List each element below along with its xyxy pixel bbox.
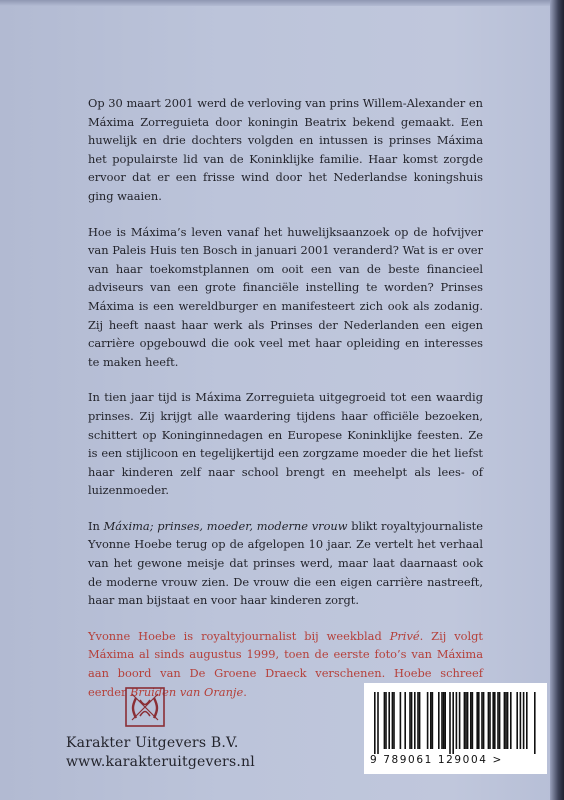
- barcode-bar: [404, 692, 406, 749]
- barcode-bar: [520, 692, 522, 749]
- magazine-name: Privé: [389, 628, 420, 643]
- barcode-bar: [377, 692, 379, 754]
- barcode-bar: [489, 692, 491, 749]
- barcode-bar: [392, 692, 394, 749]
- barcode-bar: [510, 692, 512, 749]
- barcode-bar: [444, 692, 446, 749]
- author-name: Yvonne Hoebe: [88, 628, 176, 643]
- barcode-bar: [504, 692, 506, 749]
- barcode-bar: [465, 692, 467, 749]
- paragraph-1: Op 30 maart 2001 werd de verloving van prins Willem-Alexander en Máxima Zorreguieta door koningin Beatrix bekend gemaakt. Een huwelijk en drie dochters volgden en intussen is prinses Máxima het populairste lid van de Koninklijke familie. Haar komst zorgde ervoor dat er een frisse wind door het Nederlandse koningshuis ging waaien.: [88, 96, 483, 203]
- barcode-bar: [481, 692, 483, 749]
- barcode-bar: [523, 692, 525, 749]
- barcode-bar: [494, 692, 496, 749]
- barcode-bar: [456, 692, 458, 749]
- paragraph-4-pre: In: [88, 518, 104, 533]
- previous-book: Bruiden van Oranje: [130, 684, 244, 699]
- barcode-bar: [430, 692, 432, 749]
- barcode-bar: [432, 692, 434, 749]
- barcode-bar: [516, 692, 518, 749]
- top-edge: [0, 0, 564, 6]
- barcode-bar: [388, 692, 390, 749]
- paragraph-4: [88, 517, 483, 610]
- paragraph-4-post: blikt royaltyjournaliste Yvonne Hoebe terug op de afgelopen 10 jaar. Ze vertelt het verhaal van het gewone meisje dat prinses werd, maar laat daarnaast ook de moderne vrouw zien. De vrouw die een eigen carrière nastreeft, haar man bijstaat en voor haar kinderen zorgt.: [88, 518, 483, 608]
- barcode-bar: [441, 692, 443, 749]
- publisher-name: Karakter Uitgevers B.V.: [66, 735, 239, 751]
- barcode-bars: [374, 692, 539, 754]
- barcode-bar: [374, 692, 376, 754]
- author-text-3: .: [243, 684, 247, 699]
- barcode-bar: [472, 692, 474, 749]
- barcode-bar: [459, 692, 461, 749]
- barcode-bar: [449, 692, 451, 754]
- barcode-bar: [452, 692, 454, 754]
- barcode-bar: [476, 692, 478, 749]
- paragraph-3: In tien jaar tijd is Máxima Zorreguieta uitgegroeid tot een waardig prinses. Zij krijgt alle waardering tijdens haar officiële bezoeken, schittert op Koninginnedagen en Europese Koninklijke feesten. Ze is een stijlicoon en tegelijkertijd een zorgzame moeder die het liefst haar kinderen zelf naar school brengt en meehelpt als lees- of luizenmoeder.: [88, 390, 483, 498]
- blurb-text: [88, 94, 483, 718]
- spine-edge: [550, 0, 564, 800]
- author-text-2: . Zij volgt Máxima al sinds augustus 1999, toen de eerste foto’s van Máxima aan boord van De Groene Draeck verschenen. Hoebe schreef eerder: [88, 628, 483, 699]
- barcode-bar: [417, 692, 419, 749]
- barcode-bar: [478, 692, 480, 749]
- barcode-bar: [443, 692, 445, 749]
- barcode-bar: [427, 692, 429, 749]
- barcode-bar: [492, 692, 494, 749]
- paragraph-2: Hoe is Máxima’s leven vanaf het huwelijksaanzoek op de hofvijver van Paleis Huis ten Bosch in januari 2001 veranderd? Wat is er over van haar toekomstplannen om ooit een van de beste financieel adviseurs van een grote financiële instelling te worden? Prinses Máxima is een wereldburger en manifesteert zich ook als zodanig. Zij heeft naast haar werk als Prinses der Nederlanden een eigen carrière opgebouwd die ook veel met haar opleiding en interesses te maken heeft.: [88, 224, 483, 369]
- publisher-block: [66, 734, 286, 772]
- author-text-1: is royaltyjournalist bij weekblad: [175, 628, 390, 643]
- barcode-bar: [384, 692, 386, 749]
- barcode-bar: [507, 692, 509, 749]
- barcode-bar: [499, 692, 501, 749]
- barcode-bar: [534, 692, 536, 754]
- barcode-bar: [464, 692, 466, 749]
- barcode-bar: [438, 692, 440, 749]
- barcode-bar: [470, 692, 472, 749]
- isbn-number: 9 789061 129004 >: [370, 754, 503, 766]
- barcode-bar: [505, 692, 507, 749]
- barcode-bar: [414, 692, 416, 749]
- barcode-bar: [419, 692, 421, 749]
- barcode-bar: [393, 692, 395, 749]
- barcode-bar: [526, 692, 528, 749]
- km-monogram-icon: [124, 686, 166, 728]
- barcode-bar: [497, 692, 499, 749]
- publisher-url: www.karakteruitgevers.nl: [66, 754, 255, 770]
- barcode-bar: [483, 692, 485, 749]
- barcode-bar: [411, 692, 413, 749]
- barcode-label: [364, 683, 547, 774]
- barcode-bar: [400, 692, 402, 749]
- barcode-bar: [488, 692, 490, 749]
- barcode-bar: [385, 692, 387, 749]
- barcode-bar: [409, 692, 411, 749]
- barcode-bar: [467, 692, 469, 749]
- book-title: Máxima; prinses, moeder, moderne vrouw: [103, 518, 348, 533]
